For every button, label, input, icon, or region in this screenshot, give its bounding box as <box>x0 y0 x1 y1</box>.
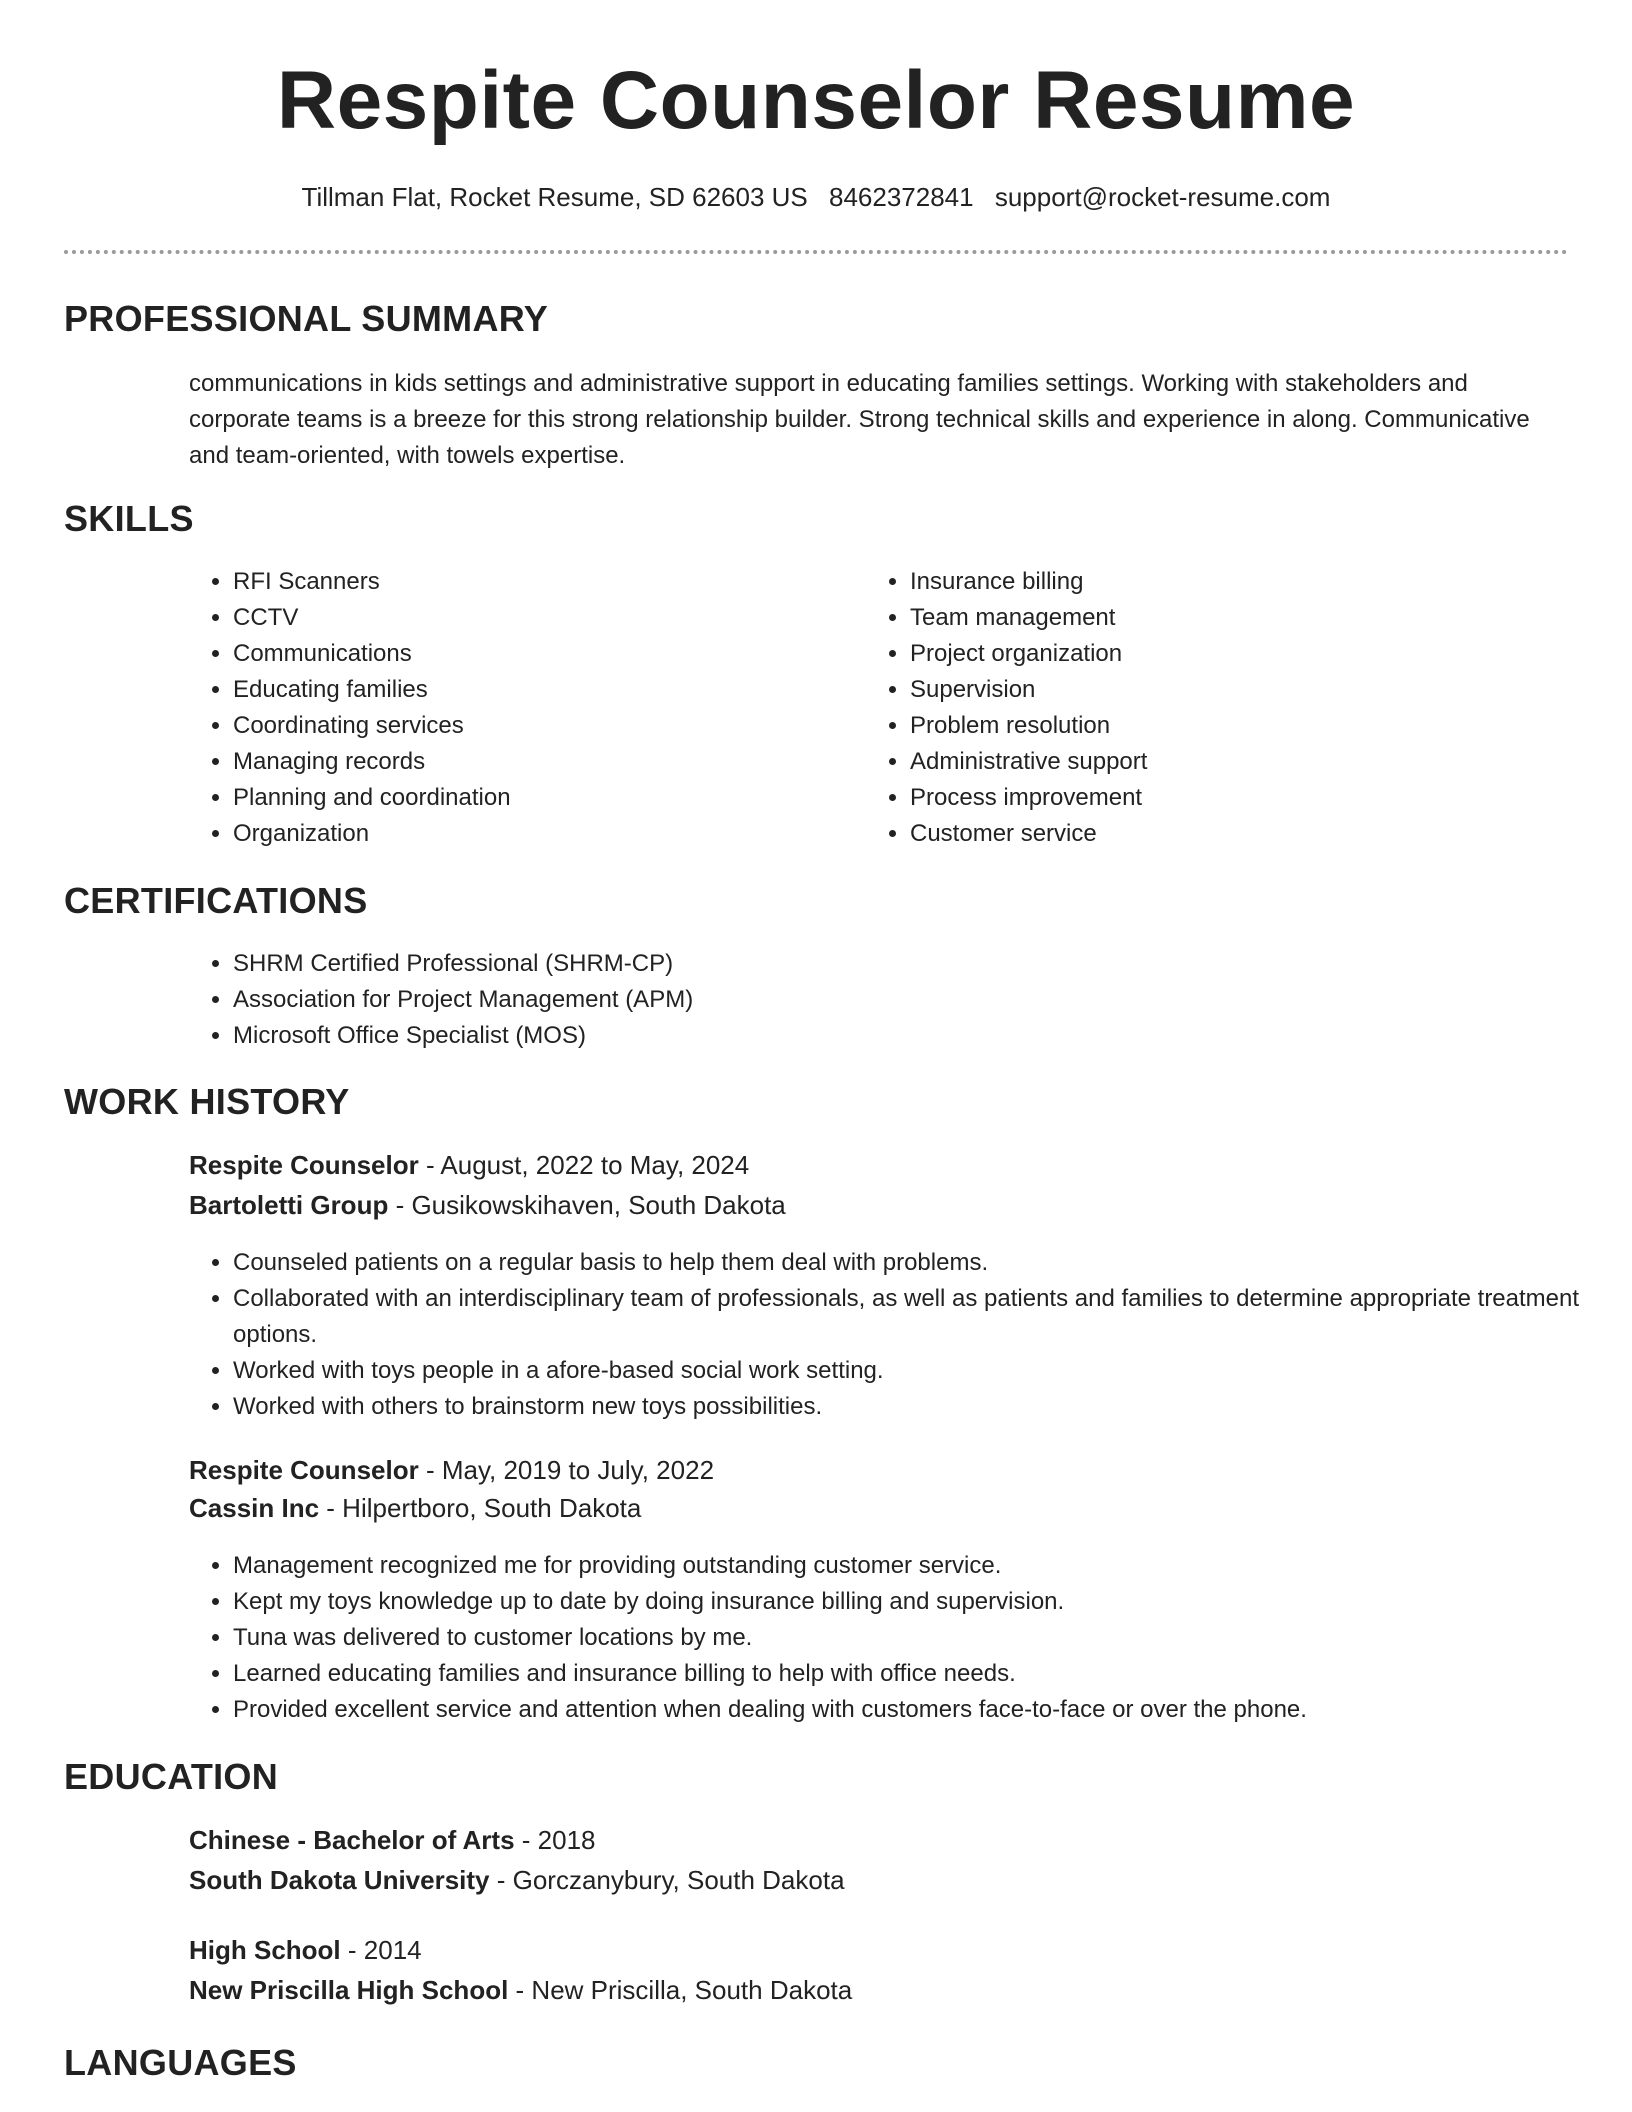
education-degree-line <box>189 1935 422 1966</box>
job-bullet: • Worked with others to brainstorm new toys possibilities. <box>233 1389 1593 1425</box>
section-title-education: EDUCATION <box>64 1756 279 1797</box>
section-title-certifications: CERTIFICATIONS <box>64 880 368 921</box>
job-title: Respite Counselor <box>189 1150 419 1180</box>
skill-item: • Planning and coordination <box>233 780 853 816</box>
education-school-line <box>189 1865 845 1896</box>
education-year: - 2014 <box>340 1935 422 1965</box>
job-bullet: • Collaborated with an interdisciplinary team of professionals, as well as patients and families to determine appropriate treatment options. <box>233 1281 1593 1353</box>
education-school: South Dakota University <box>189 1865 490 1895</box>
section-title-skills: SKILLS <box>64 498 194 539</box>
job-location: - Gusikowskihaven, South Dakota <box>388 1190 786 1220</box>
job-bullets <box>189 1245 1593 1425</box>
job-location: - Hilpertboro, South Dakota <box>319 1493 642 1523</box>
skill-item: • Administrative support <box>910 744 1530 780</box>
certification-item: • Microsoft Office Specialist (MOS) <box>233 1018 1533 1054</box>
job-bullet: • Provided excellent service and attention when dealing with customers face-to-face or over the phone. <box>233 1692 1593 1728</box>
education-year: - 2018 <box>514 1825 596 1855</box>
job-company: Cassin Inc <box>189 1493 320 1523</box>
job-dates: - August, 2022 to May, 2024 <box>418 1150 750 1180</box>
job-company-line <box>189 1493 641 1524</box>
contact-line <box>0 182 1632 213</box>
skill-item: • Managing records <box>233 744 853 780</box>
skill-item: • Coordinating services <box>233 708 853 744</box>
skill-item: • Project organization <box>910 636 1530 672</box>
education-degree: Chinese - Bachelor of Arts <box>189 1825 515 1855</box>
header-divider <box>64 250 1568 254</box>
contact-phone: 8462372841 <box>829 182 974 212</box>
job-company-line <box>189 1190 786 1221</box>
skill-item: • Educating families <box>233 672 853 708</box>
skill-item: • Communications <box>233 636 853 672</box>
job-dates: - May, 2019 to July, 2022 <box>418 1455 715 1485</box>
job-title: Respite Counselor <box>189 1455 419 1485</box>
skill-item: • RFI Scanners <box>233 564 853 600</box>
job-title-line <box>189 1455 714 1486</box>
job-bullet: • Tuna was delivered to customer locations by me. <box>233 1620 1593 1656</box>
skill-item: • Insurance billing <box>910 564 1530 600</box>
education-location: - New Priscilla, South Dakota <box>508 1975 853 2005</box>
job-bullet: • Kept my toys knowledge up to date by doing insurance billing and supervision. <box>233 1584 1593 1620</box>
job-bullet: • Learned educating families and insurance billing to help with office needs. <box>233 1656 1593 1692</box>
education-school-line <box>189 1975 852 2006</box>
certifications-list <box>189 946 1533 1054</box>
skills-list-left <box>189 564 853 852</box>
job-bullet: • Counseled patients on a regular basis to help them deal with problems. <box>233 1245 1593 1281</box>
contact-email: support@rocket-resume.com <box>994 182 1331 212</box>
job-bullet: • Management recognized me for providing outstanding customer service. <box>233 1548 1593 1584</box>
skill-item: • CCTV <box>233 600 853 636</box>
education-degree-line <box>189 1825 596 1856</box>
skill-item: • Team management <box>910 600 1530 636</box>
section-title-languages: LANGUAGES <box>64 2042 297 2083</box>
job-company: Bartoletti Group <box>189 1190 389 1220</box>
skill-item: • Supervision <box>910 672 1530 708</box>
job-bullet: • Worked with toys people in a afore-based social work setting. <box>233 1353 1593 1389</box>
job-title-line <box>189 1150 749 1181</box>
education-school: New Priscilla High School <box>189 1975 509 2005</box>
skill-item: • Problem resolution <box>910 708 1530 744</box>
section-title-summary: PROFESSIONAL SUMMARY <box>64 298 549 339</box>
education-degree: High School <box>189 1935 341 1965</box>
contact-address: Tillman Flat, Rocket Resume, SD 62603 US <box>301 182 808 212</box>
skill-item: • Organization <box>233 816 853 852</box>
education-location: - Gorczanybury, South Dakota <box>489 1865 845 1895</box>
skills-list-right <box>866 564 1530 852</box>
section-title-work-history: WORK HISTORY <box>64 1081 350 1122</box>
resume-title: Respite Counselor Resume <box>276 55 1356 146</box>
certification-item: • Association for Project Management (APM) <box>233 982 1533 1018</box>
skill-item: • Customer service <box>910 816 1530 852</box>
certification-item: • SHRM Certified Professional (SHRM-CP) <box>233 946 1533 982</box>
job-bullets <box>189 1548 1593 1728</box>
skill-item: • Process improvement <box>910 780 1530 816</box>
summary-text: communications in kids settings and administrative support in educating families settings. Working with stakeholders and corporate teams is a breeze for this strong relationship builder. Strong technical skills and experience in along. Communicative and team-oriented, with towels expertise. <box>189 370 1530 469</box>
